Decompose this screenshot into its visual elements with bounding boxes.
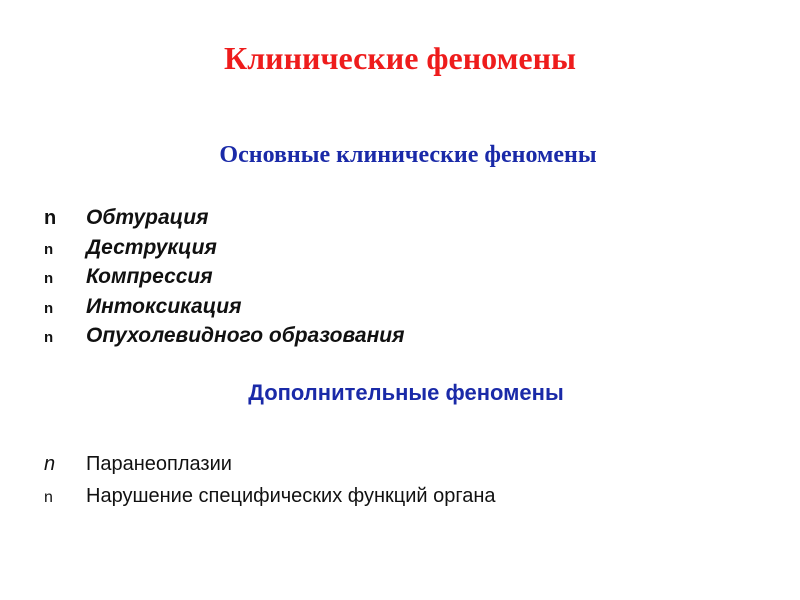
list-item-label: Интоксикация (86, 294, 242, 318)
list-item (44, 292, 404, 322)
bullet-marker: n (44, 453, 56, 475)
list-item (44, 448, 496, 480)
main-phenomena-list (44, 203, 404, 351)
bullet-marker: n (44, 489, 53, 506)
list-item (44, 262, 404, 292)
main-phenomena-heading: Основные клинические феномены (219, 142, 597, 168)
list-item (44, 203, 404, 233)
bullet-marker: n (44, 329, 54, 346)
bullet-marker: n (44, 299, 54, 317)
list-item (44, 480, 496, 512)
extra-phenomena-list (44, 448, 496, 512)
list-item-label: Компрессия (86, 265, 213, 288)
list-item-label: Паранеоплазии (86, 453, 232, 475)
extra-phenomena-heading: Дополнительные феномены (248, 380, 564, 405)
slide-title: Клинические феномены (224, 40, 576, 76)
list-item-label: Деструкция (86, 235, 217, 259)
bullet-marker: n (44, 207, 57, 229)
list-item-label: Нарушение специфических функций органа (86, 485, 496, 507)
list-item (44, 321, 404, 351)
list-item-label: Опухолевидного образования (86, 324, 405, 347)
list-item (44, 233, 404, 263)
list-item-label: Обтурация (86, 206, 209, 229)
bullet-marker: n (44, 270, 54, 287)
bullet-marker: n (44, 240, 54, 258)
